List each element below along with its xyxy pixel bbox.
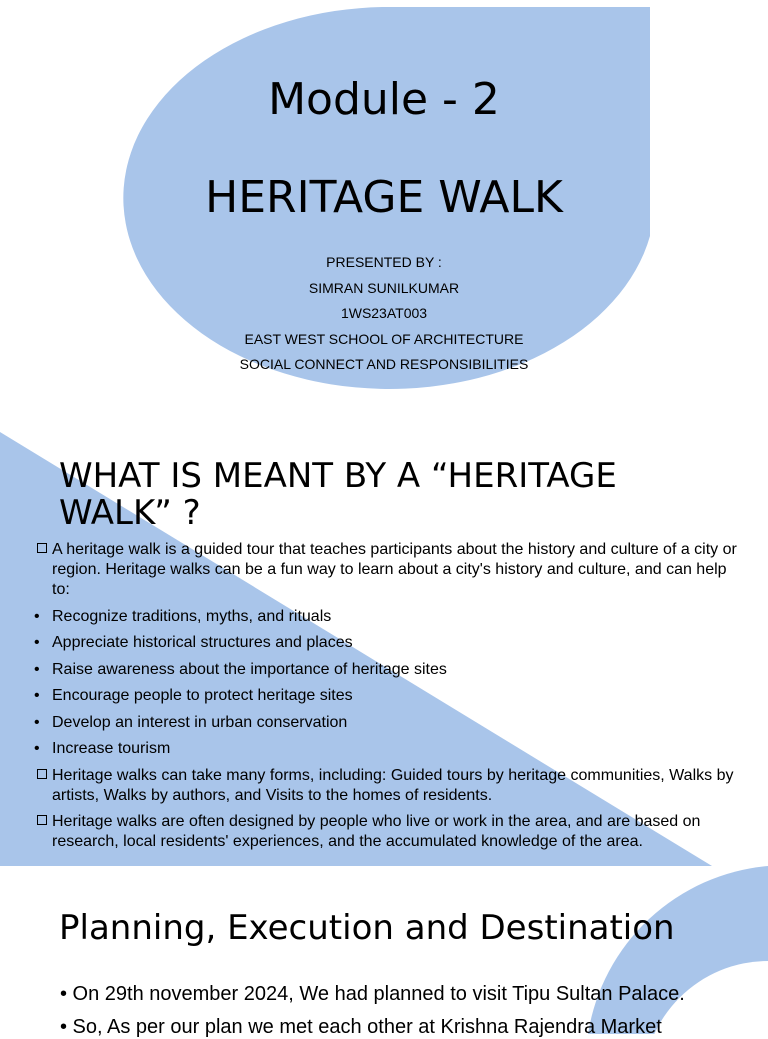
list-item: • Encourage people to protect heritage sites xyxy=(34,687,353,704)
heritage-walk-title: HERITAGE WALK xyxy=(205,172,563,223)
presenter-info xyxy=(0,250,768,378)
list-item: • Raise awareness about the importance of heritage sites xyxy=(34,660,447,678)
course-name: SOCIAL CONNECT AND RESPONSIBILITIES xyxy=(239,356,529,373)
dot-bullet-icon: • xyxy=(34,660,40,678)
square-bullet-icon xyxy=(37,815,47,825)
school-name: EAST WEST SCHOOL OF ARCHITECTURE xyxy=(244,330,524,347)
dot-bullet-icon: • xyxy=(34,634,40,651)
list-item: • Recognize traditions, myths, and rituals xyxy=(34,607,332,625)
slide-what-is-heritage-walk xyxy=(0,432,768,866)
presenter-usn: 1WS23AT003 xyxy=(340,305,428,322)
dot-bullet-icon: • xyxy=(34,607,40,625)
dot-bullet-icon: • xyxy=(34,740,40,757)
content-list xyxy=(34,540,746,859)
dot-bullet-icon: • xyxy=(34,687,40,704)
bullet-text: • So, As per our plan we met each other at Krishna Rajendra Market xyxy=(60,1016,662,1038)
list-item: • Appreciate historical structures and places xyxy=(34,634,353,651)
list-item: Heritage walks are often designed by people who live or work in the area, and are based on research, local residents' experiences, and the accumulated knowledge of the area. xyxy=(34,812,746,852)
slide-heading: Planning, Execution and Destination xyxy=(59,908,675,948)
list-item: Heritage walks can take many forms, including: Guided tours by heritage communities, Walks by artists, Walks by authors, and Visits to the homes of residents. xyxy=(34,766,746,806)
bullet-text: • On 29th november 2024, We had planned to visit Tipu Sultan Palace. xyxy=(60,983,685,1005)
slide-heading: WHAT IS MEANT BY A “HERITAGE WALK” ? xyxy=(59,456,617,533)
presenter-name: SIMRAN SUNILKUMAR xyxy=(308,279,460,296)
square-bullet-icon xyxy=(37,543,47,553)
slide-title xyxy=(0,0,768,432)
dot-bullet-icon: • xyxy=(34,713,40,731)
list-item: • Develop an interest in urban conservation xyxy=(34,713,348,731)
module-title: Module - 2 xyxy=(268,74,500,125)
list-item: • Increase tourism xyxy=(34,740,171,757)
presented-by-label: PRESENTED BY : xyxy=(326,254,442,270)
slide-planning xyxy=(0,866,768,1038)
square-bullet-icon xyxy=(37,769,47,779)
list-item: A heritage walk is a guided tour that teaches participants about the history and culture of a city or region. Heritage walks can be a fun way to learn about a city's history and culture, and can help to: xyxy=(34,540,746,600)
